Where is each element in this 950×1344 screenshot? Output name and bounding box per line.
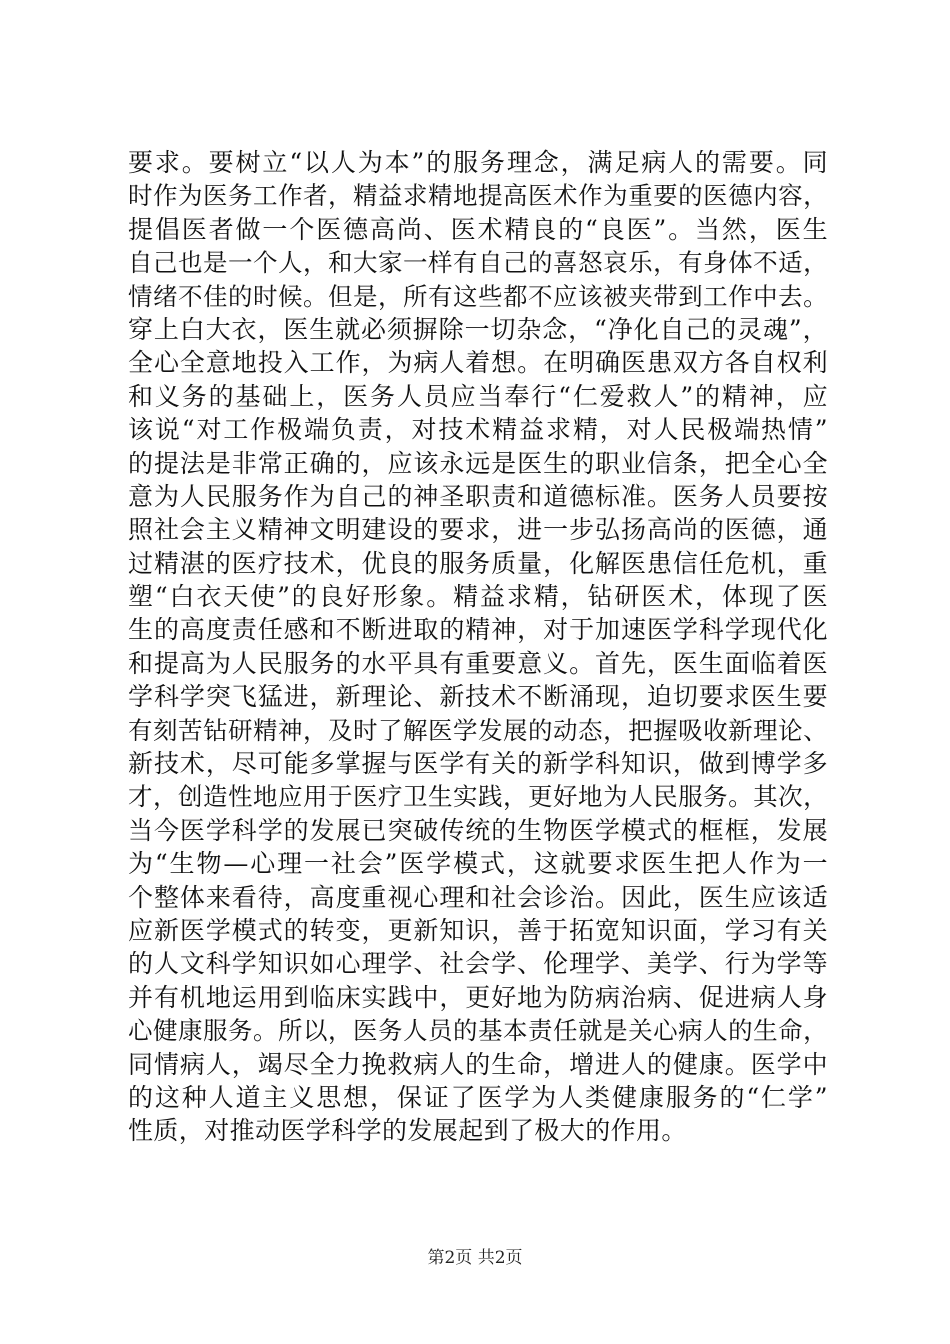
text-line: 新技术，尽可能多掌握与医学有关的新学科知识，做到博学多 [128, 749, 828, 779]
text-line: 并有机地运用到临床实践中，更好地为防病治病、促进病人身 [128, 982, 828, 1012]
text-line: 意为人民服务作为自己的神圣职责和道德标准。医务人员要按 [128, 481, 828, 511]
text-line: 照社会主义精神文明建设的要求，进一步弘扬高尚的医德，通 [128, 515, 828, 545]
text-line: 的提法是非常正确的，应该永远是医生的职业信条，把全心全 [128, 448, 828, 478]
text-line: 要求。要树立“以人为本”的服务理念，满足病人的需要。同 [128, 148, 828, 177]
text-line: 的人文科学知识如心理学、社会学、伦理学、美学、行为学等 [128, 949, 828, 979]
text-line: 应新医学模式的转变，更新知识，善于拓宽知识面，学习有关 [128, 915, 828, 945]
text-line: 该说“对工作极端负责，对技术精益求精，对人民极端热情” [128, 415, 828, 445]
text-line: 全心全意地投入工作，为病人着想。在明确医患双方各自权利 [128, 348, 828, 378]
text-line: 塑“白衣天使”的良好形象。精益求精，钻研医术，体现了医 [128, 582, 828, 612]
text-line: 过精湛的医疗技术，优良的服务质量，化解医患信任危机，重 [128, 548, 828, 578]
text-line: 时作为医务工作者，精益求精地提高医术作为重要的医德内容， [128, 181, 828, 211]
text-line: 心健康服务。所以，医务人员的基本责任就是关心病人的生命， [128, 1016, 828, 1046]
body-paragraph [128, 146, 828, 1148]
text-line: 提倡医者做一个医德高尚、医术精良的“良医”。当然，医生 [128, 214, 828, 244]
text-line: 学科学突飞猛进，新理论、新技术不断涌现，迫切要求医生要 [128, 682, 828, 712]
text-line: 生的高度责任感和不断进取的精神，对于加速医学科学现代化 [128, 615, 828, 645]
text-line: 穿上白大衣，医生就必须摒除一切杂念，“净化自己的灵魂”， [128, 314, 828, 344]
page-number-footer: 第2页 共2页 [427, 1248, 523, 1268]
text-line: 和提高为人民服务的水平具有重要意义。首先，医生面临着医 [128, 648, 828, 678]
text-line: 为“生物—心理一社会”医学模式，这就要求医生把人作为一 [128, 849, 828, 879]
text-line: 性质，对推动医学科学的发展起到了极大的作用。 [128, 1116, 687, 1146]
text-line: 自己也是一个人，和大家一样有自己的喜怒哀乐，有身体不适， [128, 248, 828, 278]
text-line: 有刻苦钻研精神，及时了解医学发展的动态，把握吸收新理论、 [128, 715, 828, 745]
text-line: 同情病人，竭尽全力挽救病人的生命，增进人的健康。医学中 [128, 1049, 828, 1079]
text-line: 个整体来看待，高度重视心理和社会诊治。因此，医生应该适 [128, 882, 828, 912]
text-line: 才，创造性地应用于医疗卫生实践，更好地为人民服务。其次， [128, 782, 828, 812]
text-line: 当今医学科学的发展已突破传统的生物医学模式的框框，发展 [128, 815, 828, 845]
text-line: 情绪不佳的时候。但是，所有这些都不应该被夹带到工作中去。 [128, 281, 828, 311]
text-line: 的这种人道主义思想，保证了医学为人类健康服务的“仁学” [128, 1082, 828, 1112]
text-line: 和义务的基础上，医务人员应当奉行“仁爱救人”的精神，应 [128, 381, 828, 411]
